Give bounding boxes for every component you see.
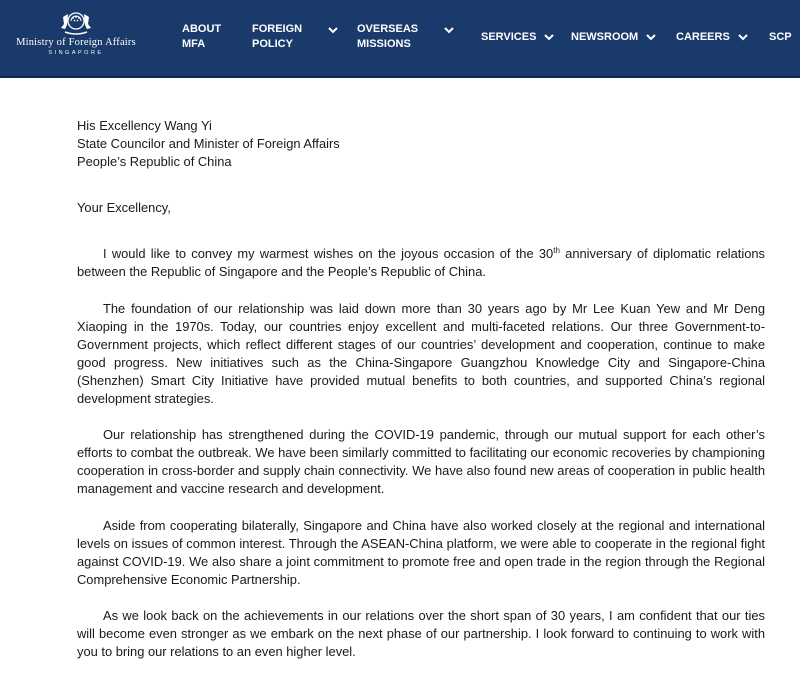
recipient-country: People’s Republic of China — [77, 154, 232, 170]
recipient-name: His Excellency Wang Yi — [77, 118, 212, 133]
nav-overseas-missions-line2: MISSIONS — [357, 38, 411, 50]
chevron-down-icon — [738, 34, 748, 41]
nav-careers[interactable] — [676, 30, 748, 45]
letter-body — [77, 117, 765, 661]
paragraph-1-start: I would like to convey my warmest wishes on the joyous occasion of the 30 — [103, 246, 554, 262]
nav-foreign-policy[interactable] — [252, 22, 338, 52]
logo-subtitle: SINGAPORE — [48, 50, 104, 56]
logo-title: Ministry of Foreign Affairs — [16, 37, 136, 48]
paragraph-1-end: anniversary of diplomatic relations between the Republic of Singapore and the People’s Republic of China. — [77, 246, 765, 280]
nav-about-mfa-line2: MFA — [182, 38, 206, 50]
paragraph-5: As we look back on the achievements in our relations over the short span of 30 years, I am confident that our ties will become even stronger as we embark on the next phase of our partnership. I look forward to continuing to work with you to bring our relations to an even higher level. — [77, 607, 765, 660]
ordinal-suffix: th — [553, 246, 560, 256]
chevron-down-icon — [444, 27, 454, 34]
nav-foreign-policy-line2: POLICY — [252, 38, 293, 50]
chevron-down-icon — [646, 34, 656, 41]
nav-foreign-policy-line1: FOREIGN — [252, 23, 303, 35]
nav-about-mfa[interactable] — [182, 22, 221, 52]
nav-about-mfa-line1: ABOUT — [182, 23, 222, 35]
nav-overseas-missions-line1: OVERSEAS — [357, 23, 419, 35]
site-header — [0, 0, 800, 78]
nav-scp[interactable] — [769, 30, 792, 45]
chevron-down-icon — [544, 34, 554, 41]
nav-newsroom[interactable] — [571, 30, 656, 45]
chevron-down-icon — [328, 27, 338, 34]
nav-services[interactable] — [481, 30, 554, 45]
coat-of-arms-icon — [56, 8, 96, 36]
recipient-title: State Councilor and Minister of Foreign Affairs — [77, 136, 340, 152]
salutation: Your Excellency, — [77, 200, 171, 216]
paragraph-3: Our relationship has strengthened during the COVID-19 pandemic, through our mutual support for each other’s efforts to combat the outbreak. We have been similarly committed to facilitating our economic recoveries by championing cooperation in cross-border and supply chain connectivity. We have also found new areas of cooperation in public health management and vaccine research and development. — [77, 427, 765, 497]
paragraph-1 — [77, 245, 765, 281]
paragraph-2: The foundation of our relationship was laid down more than 30 years ago by Mr Lee Kuan Yew and Mr Deng Xiaoping in the 1970s. Today, our countries enjoy excellent and multi-faceted relations. Our three Government-to-Government projects, which reflect different stages of our countries’ development and cooperation, continue to make good progress. New initiatives such as the China-Singapore Guangzhou Knowledge City and Singapore-China (Shenzhen) Smart City Initiative have provided mutual benefits to both countries, and supported China’s regional development strategies. — [77, 300, 765, 407]
nav-overseas-missions[interactable] — [357, 22, 454, 52]
nav-newsroom-label: NEWSROOM — [571, 31, 639, 43]
recipient-address — [77, 117, 765, 171]
mfa-logo[interactable] — [6, 8, 146, 72]
paragraph-4: Aside from cooperating bilaterally, Singapore and China have also worked closely at the regional and international levels on issues of common interest. Through the ASEAN-China platform, we were able to cooperate in the regional fight against COVID-19. We also share a joint commitment to promote free and open trade in the region through the Regional Comprehensive Economic Partnership. — [77, 517, 765, 587]
nav-services-label: SERVICES — [481, 31, 537, 43]
nav-scp-label: SCP — [769, 31, 792, 43]
nav-careers-label: CAREERS — [676, 31, 730, 43]
